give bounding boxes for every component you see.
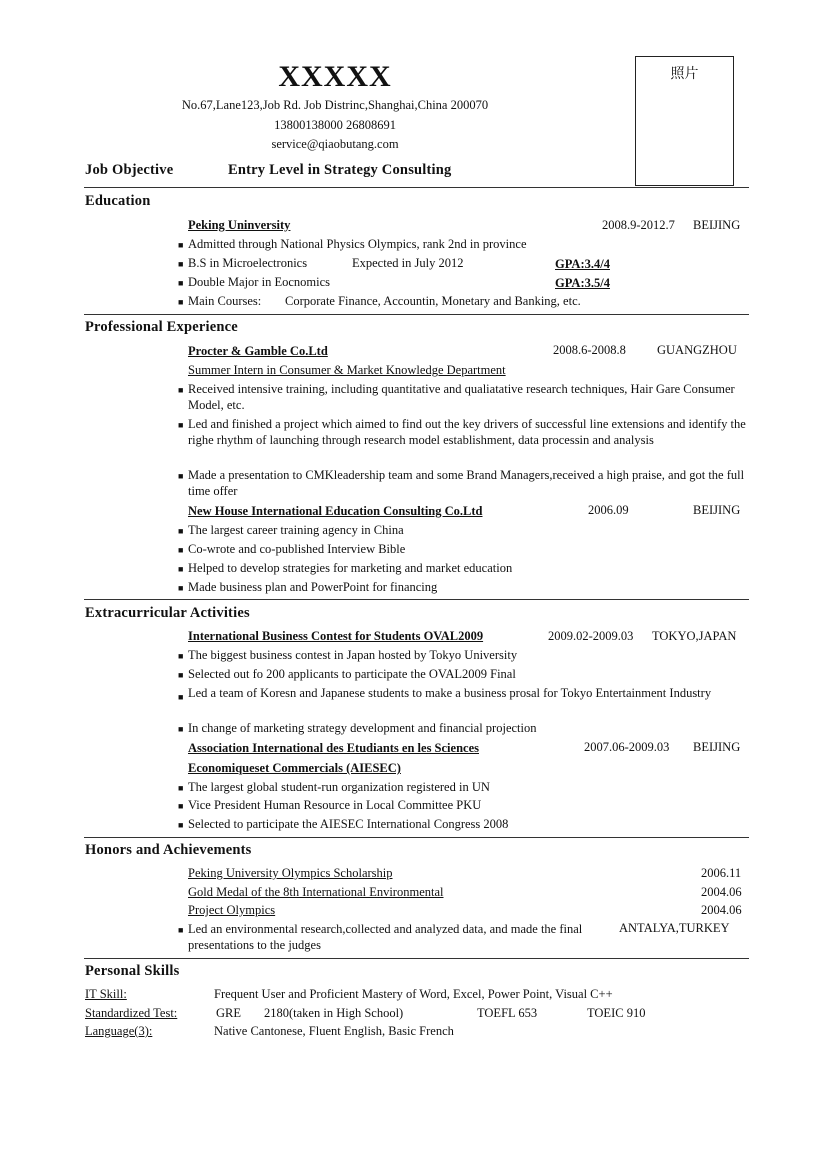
bullet: ■ bbox=[178, 583, 184, 593]
candidate-name: XXXXX bbox=[278, 60, 392, 93]
bullet: ■ bbox=[178, 471, 184, 481]
courses: Corporate Finance, Accountin, Monetary and Banking, etc. bbox=[285, 294, 581, 308]
section-title-skills: Personal Skills bbox=[85, 963, 180, 979]
list-item: In change of marketing strategy development and financial projection bbox=[188, 721, 537, 735]
bullet: ■ bbox=[178, 385, 184, 395]
section-title-honors: Honors and Achievements bbox=[85, 842, 252, 858]
bullet: ■ bbox=[178, 278, 184, 288]
it-skill-label: IT Skill: bbox=[85, 987, 127, 1001]
activity-org-continued: Economiqueset Commercials (AIESEC) bbox=[188, 761, 401, 775]
language-label: Language(3): bbox=[85, 1024, 153, 1038]
divider bbox=[84, 837, 749, 838]
list-item: Made business plan and PowerPoint for financing bbox=[188, 580, 438, 594]
list-item: Led and finished a project which aimed to find out the key drivers of successful line extensions and identify the righe rhythm of launching through research model establishment, data processin and analysis bbox=[188, 417, 746, 447]
bullet: ■ bbox=[178, 240, 184, 250]
section-title-extracurricular: Extracurricular Activities bbox=[85, 605, 250, 621]
bullet: ■ bbox=[178, 259, 184, 269]
honor-date: 2004.06 bbox=[701, 903, 742, 917]
toefl-score: TOEFL 653 bbox=[477, 1006, 538, 1020]
bullet: ■ bbox=[178, 783, 184, 793]
list-item: Selected out fo 200 applicants to participate the OVAL2009 Final bbox=[188, 667, 516, 681]
bullet: ■ bbox=[178, 692, 184, 702]
job-org: Procter & Gamble Co.Ltd bbox=[188, 344, 328, 358]
phone-numbers: 13800138000 26808691 bbox=[274, 118, 396, 132]
activity-location: TOKYO,JAPAN bbox=[652, 629, 737, 643]
bullet: ■ bbox=[178, 820, 184, 830]
gpa-major: GPA:3.4/4 bbox=[555, 257, 610, 271]
gre-value: 2180(taken in High School) bbox=[264, 1006, 404, 1020]
divider bbox=[84, 599, 749, 600]
bullet: ■ bbox=[178, 651, 184, 661]
divider bbox=[84, 314, 749, 315]
objective-value: Entry Level in Strategy Consulting bbox=[228, 162, 452, 178]
job-date: 2008.6-2008.8 bbox=[553, 343, 626, 357]
list-item: Led an environmental research,collected and analyzed data, and made the final presentations to the judges bbox=[188, 922, 583, 952]
activity-date: 2007.06-2009.03 bbox=[584, 740, 670, 754]
divider bbox=[84, 187, 749, 188]
job-location: GUANGZHOU bbox=[657, 343, 737, 357]
activity-location: BEIJING bbox=[693, 740, 741, 754]
job-date: 2006.09 bbox=[588, 503, 629, 517]
list-item: Led a team of Koresn and Japanese students to make a business prosal for Tokyo Entertainment Industry bbox=[188, 686, 712, 700]
education-date: 2008.9-2012.7 bbox=[602, 218, 675, 232]
photo-label: 照片 bbox=[670, 66, 699, 82]
honor-name: Peking University Olympics Scholarship bbox=[188, 866, 393, 880]
bullet: ■ bbox=[178, 724, 184, 734]
activity-date: 2009.02-2009.03 bbox=[548, 629, 634, 643]
honor-name: Project Olympics bbox=[188, 903, 276, 917]
list-item: The largest global student-run organization registered in UN bbox=[188, 780, 490, 794]
job-location: BEIJING bbox=[693, 503, 741, 517]
activity-org: Association International des Etudiants en les Sciences bbox=[188, 741, 479, 755]
toeic-score: TOEIC 910 bbox=[587, 1006, 646, 1020]
honor-location: ANTALYA,TURKEY bbox=[619, 921, 730, 935]
expected-graduation: Expected in July 2012 bbox=[352, 256, 464, 270]
bullet: ■ bbox=[178, 801, 184, 811]
bullet: ■ bbox=[178, 545, 184, 555]
education-location: BEIJING bbox=[693, 218, 741, 232]
job-role: Summer Intern in Consumer & Market Knowledge Department bbox=[188, 363, 506, 377]
honor-name: Gold Medal of the 8th International Environmental bbox=[188, 885, 444, 899]
photo-placeholder bbox=[635, 56, 734, 186]
list-item: Main Courses: bbox=[188, 294, 262, 308]
list-item: Co-wrote and co-published Interview Bible bbox=[188, 542, 406, 556]
list-item: Double Major in Eocnomics bbox=[188, 275, 330, 289]
list-item: Selected to participate the AIESEC International Congress 2008 bbox=[188, 817, 509, 831]
list-item: The largest career training agency in China bbox=[188, 523, 404, 537]
bullet: ■ bbox=[178, 297, 184, 307]
list-item: Made a presentation to CMKleadership team and some Brand Managers,received a high praise, and got the full time offer bbox=[188, 468, 745, 498]
bullet: ■ bbox=[178, 670, 184, 680]
bullet: ■ bbox=[178, 420, 184, 430]
honor-date: 2004.06 bbox=[701, 885, 742, 899]
gpa-minor: GPA:3.5/4 bbox=[555, 276, 610, 290]
list-item: Admitted through National Physics Olympics, rank 2nd in province bbox=[188, 237, 527, 251]
bullet: ■ bbox=[178, 564, 184, 574]
email: service@qiaobutang.com bbox=[271, 137, 399, 151]
school-name: Peking Uninversity bbox=[188, 218, 291, 232]
list-item: The biggest business contest in Japan hosted by Tokyo University bbox=[188, 648, 518, 662]
activity-org: International Business Contest for Students OVAL2009 bbox=[188, 629, 484, 643]
bullet: ■ bbox=[178, 925, 184, 935]
bullet: ■ bbox=[178, 526, 184, 536]
it-skill-value: Frequent User and Proficient Mastery of Word, Excel, Power Point, Visual C++ bbox=[214, 987, 613, 1001]
divider bbox=[84, 958, 749, 959]
list-item: Helped to develop strategies for marketing and market education bbox=[188, 561, 513, 575]
list-item: B.S in Microelectronics bbox=[188, 256, 308, 270]
list-item: Vice President Human Resource in Local Committee PKU bbox=[188, 798, 482, 812]
section-title-education: Education bbox=[85, 193, 151, 209]
language-value: Native Cantonese, Fluent English, Basic French bbox=[214, 1024, 454, 1038]
job-org: New House International Education Consulting Co.Ltd bbox=[188, 504, 483, 518]
gre-label: GRE bbox=[216, 1006, 241, 1020]
honor-date: 2006.11 bbox=[701, 866, 742, 880]
test-label: Standardized Test: bbox=[85, 1006, 178, 1020]
section-title-experience: Professional Experience bbox=[85, 319, 238, 335]
address: No.67,Lane123,Job Rd. Job Distrinc,Shanghai,China 200070 bbox=[181, 98, 489, 112]
list-item: Received intensive training, including quantitative and qualiatative research techniques, Hair Gare Consumer Model, etc. bbox=[188, 382, 735, 412]
objective-label: Job Objective bbox=[85, 162, 174, 178]
